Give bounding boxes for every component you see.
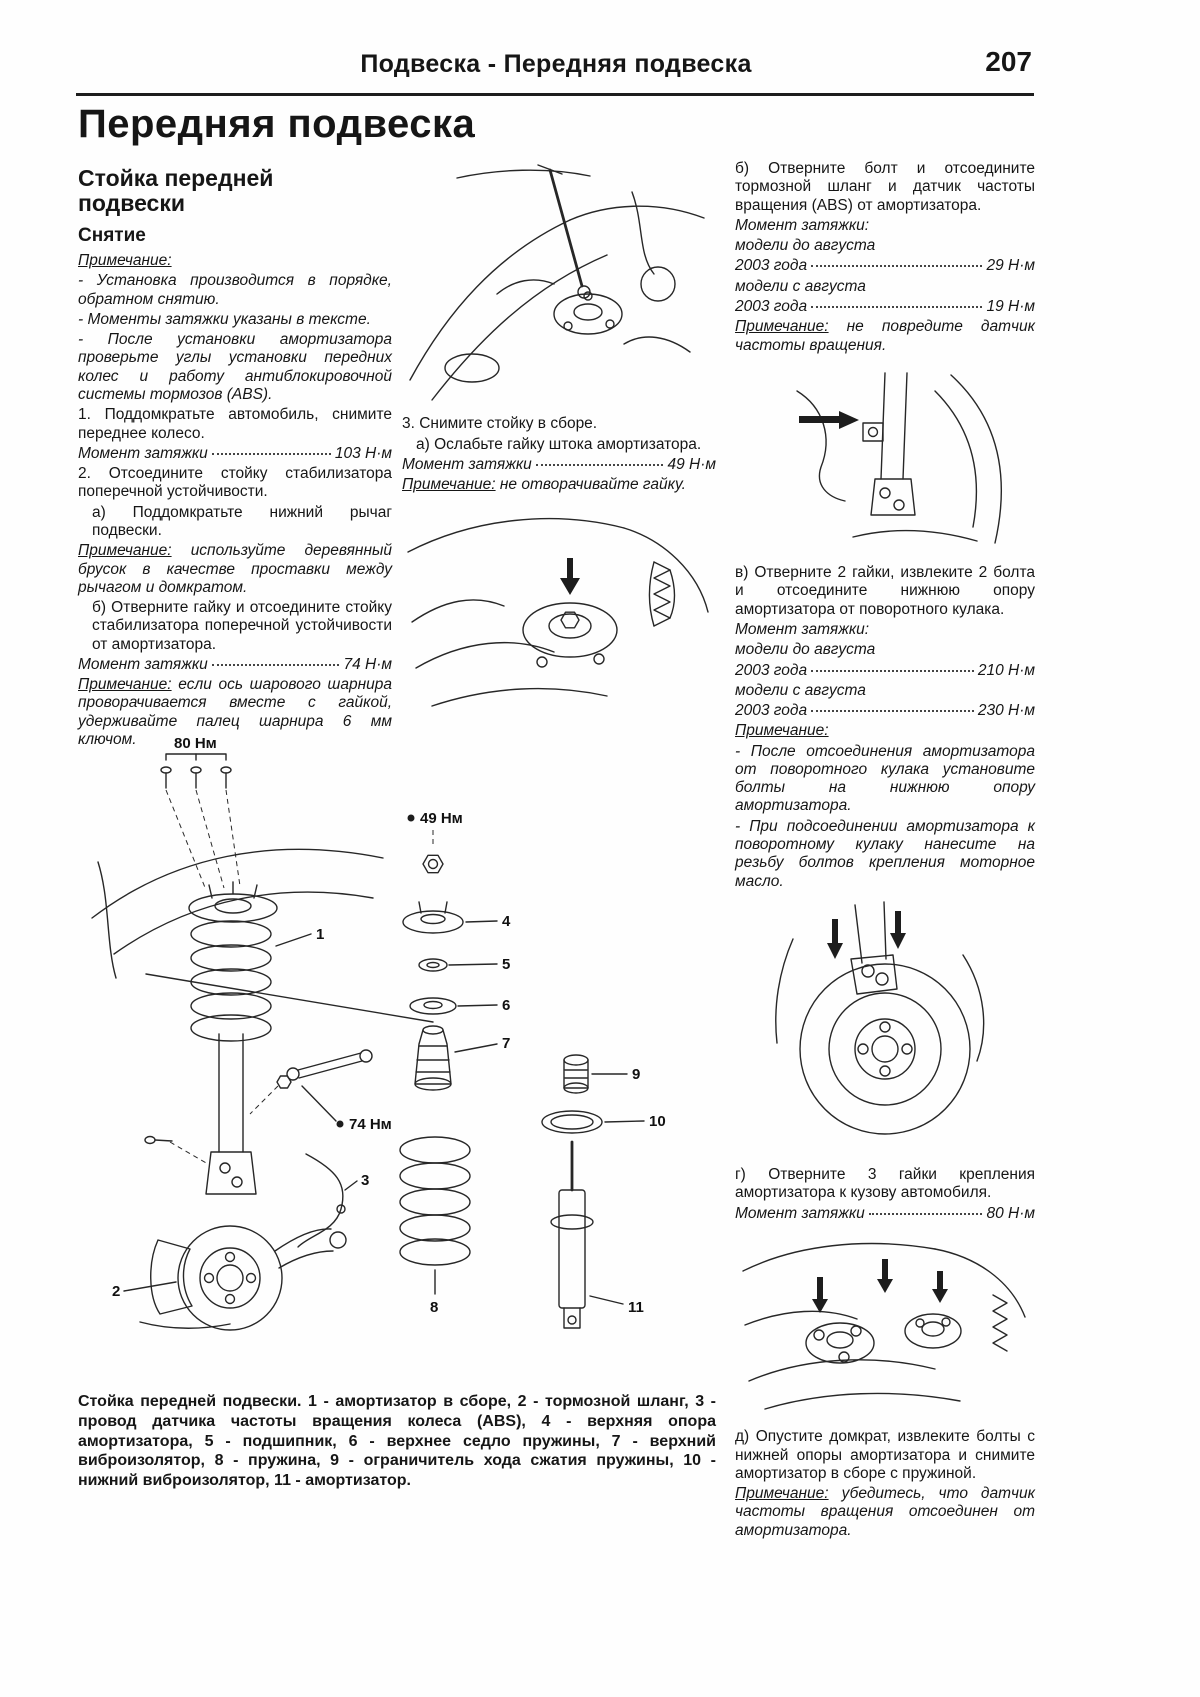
model-line: модели до августа (735, 237, 876, 255)
bolt-icon (145, 1137, 172, 1144)
shock-absorber-drawing (551, 1190, 593, 1328)
part-label-2: 2 (112, 1283, 121, 1300)
upper-mount-drawing (735, 1229, 1030, 1417)
note-text: не повредите датчик частоты вращения. (735, 318, 1035, 354)
torque-value: 80 Н·м (986, 1204, 1035, 1222)
note-item: - Моменты затяжки указаны в тексте. (78, 310, 371, 328)
part-label-5: 5 (502, 956, 511, 973)
step-2a: а) Поддомкратьте нижний рычаг подвески. (92, 503, 392, 539)
torque-value: 19 Н·м (986, 297, 1035, 315)
dot-leader (811, 670, 974, 672)
torque-49-label: 49 Нм (420, 810, 463, 827)
down-arrow-icon (560, 558, 580, 595)
note-item: - После установки амортизатора проверьте углы установки передних колес и работу антиблокировочной системы тормозов (ABS). (78, 331, 392, 403)
torque-spec (78, 656, 392, 674)
strut-assembly-drawing (189, 882, 277, 1194)
torque-spec (735, 1205, 1035, 1223)
note-text: используйте деревянный брусок в качестве проставки между рычагом и домкратом. (78, 542, 392, 596)
model-line: модели с августа (735, 277, 866, 295)
figure-strut-sensor-hose (735, 361, 1035, 558)
engine-bay-drawing (402, 162, 712, 404)
part-label-4: 4 (502, 913, 511, 930)
arrow-icon (877, 1259, 893, 1293)
torque-spec (735, 298, 1035, 316)
note-text: если ось шарового шарнира проворачивается вместе с гайкой, удерживайте палец шарнира 6 мм ключом. (78, 676, 393, 749)
torque-label: Момент затяжки (735, 1204, 865, 1222)
torque-value: 210 Н·м (977, 661, 1035, 679)
torque-label: 2003 года (735, 297, 808, 315)
torque-label: 2003 года (735, 661, 808, 679)
strut-sensor-drawing (735, 361, 1030, 553)
nut-icon (423, 855, 443, 872)
stabilizer-link-drawing (277, 1050, 372, 1088)
torque-label: 2003 года (735, 702, 808, 720)
step-v: в) Отверните 2 гайки, извлеките 2 болта и отсоедините нижнюю опору амортизатора от поворотного кулака. (735, 564, 1035, 618)
model-line: модели с августа (735, 681, 866, 699)
note-label-text: Примечание: (78, 542, 172, 560)
arrow-icon (890, 911, 906, 949)
step-2b: б) Отверните гайку и отсоедините стойку стабилизатора поперечной устойчивости от амортизатора. (92, 599, 392, 653)
dot-leader (536, 464, 664, 466)
diagram-caption: Стойка передней подвески. 1 - амортизатор в сборе, 2 - тормозной шланг, 3 - провод датчика частоты вращения колеса (ABS), 4 - верхняя опора амортизатора, 5 - подшипник, 6 - верхнее седло пружины, 7 - верхний виброизолятор, 8 - пружина, 9 - ограничитель хода сжатия пружины, 10 - нижний виброизолятор, 11 - амортизатор. (78, 1393, 716, 1490)
note-label (78, 252, 392, 270)
note-item: - После отсоединения амортизатора от поворотного кулака установите болты на нижнюю опору амортизатора. (735, 742, 1035, 815)
figure-upper-mount-nuts (735, 1229, 1035, 1422)
note (78, 542, 392, 597)
torque-label: 2003 года (735, 257, 808, 275)
exploded-view-diagram (78, 722, 710, 1388)
procedure-heading: Снятие (78, 224, 146, 246)
figure-strut-rod-nut (402, 500, 716, 717)
torque-intro: Момент затяжки: (735, 620, 870, 638)
running-title: Подвеска - Передняя подвеска (360, 50, 752, 78)
note-item: - При подсоединении амортизатора к поворотному кулаку нанесите на резьбу болтов крепления моторное масло. (735, 817, 1035, 890)
column-middle (402, 156, 716, 724)
torque-spec (735, 702, 1035, 720)
brake-rotor-drawing (735, 897, 1030, 1155)
step-b: б) Отверните болт и отсоедините тормозной шланг и датчик частоты вращения (ABS) от амортизатора. (735, 160, 1035, 214)
note-label-text: Примечание: (735, 722, 829, 740)
step-d: д) Опустите домкрат, извлеките болты с нижней опоры амортизатора и снимите амортизатор в сборе с пружиной. (735, 1428, 1035, 1482)
note-label-text: Примечание: (78, 252, 172, 269)
part-label-3: 3 (361, 1172, 370, 1189)
step-2: 2. Отсоедините стойку стабилизатора поперечной устойчивости. (78, 465, 392, 501)
dot-leader (811, 265, 982, 267)
page-number: 207 (985, 46, 1032, 77)
arrow-icon (799, 411, 859, 429)
torque-value: 74 Н·м (343, 655, 392, 673)
abs-wire-drawing (298, 1154, 343, 1247)
part-label-7: 7 (502, 1035, 511, 1052)
dot-leader (811, 710, 974, 712)
arrow-icon (932, 1271, 948, 1303)
torque-value: 49 Н·м (667, 455, 716, 473)
step-1: 1. Поддомкратьте автомобиль, снимите переднее колесо. (78, 406, 392, 442)
note (735, 318, 1035, 355)
dot-leader (212, 664, 340, 666)
part-label-9: 9 (632, 1066, 641, 1083)
exploded-view-svg (78, 722, 710, 1388)
note-label-text: Примечание: (735, 1485, 829, 1503)
torque-label: Момент затяжки (78, 655, 208, 673)
torque-label: Момент затяжки (402, 455, 532, 473)
column-left (78, 166, 392, 751)
note (735, 1485, 1035, 1540)
arrow-icon (812, 1277, 828, 1313)
strut-rod-nut-drawing (402, 500, 712, 712)
note-label-text: Примечание: (402, 476, 496, 494)
torque-80-label: 80 Нм (174, 735, 217, 752)
figure-brake-rotor (735, 897, 1035, 1160)
torque-spec (402, 456, 716, 474)
note-text: убедитесь, что датчик частоты вращения отсоединен от амортизатора. (735, 1485, 1035, 1539)
upper-support-drawing (403, 902, 463, 933)
torque-value: 29 Н·м (986, 257, 1035, 275)
part-label-8: 8 (430, 1299, 439, 1316)
step-g: г) Отверните 3 гайки крепления амортизатора к кузову автомобиля. (735, 1166, 1035, 1202)
note (402, 476, 716, 494)
part-label-1: 1 (316, 926, 325, 943)
part-label-11: 11 (628, 1299, 644, 1316)
section-title: Передняя подвеска (78, 102, 476, 146)
dot-leader (869, 1213, 983, 1215)
part-label-6: 6 (502, 997, 511, 1014)
arrow-icon (827, 919, 843, 959)
column-right (735, 160, 1035, 1542)
model-line: модели до августа (735, 641, 876, 659)
torque-spec (78, 445, 392, 463)
page-header (78, 46, 1034, 90)
dot-leader (811, 306, 982, 308)
bump-stop-drawing (564, 1055, 588, 1093)
note-label (735, 722, 1035, 740)
torque-value: 230 Н·м (977, 702, 1035, 720)
torque-label: Момент затяжки (78, 444, 208, 462)
torque-intro: Момент затяжки: (735, 216, 870, 234)
bolt-icon (161, 767, 231, 788)
part-label-10: 10 (649, 1113, 666, 1130)
note-text: не отворачивайте гайку. (499, 476, 686, 494)
note-label-text: Примечание: (78, 676, 172, 694)
coil-spring-drawing (400, 1137, 470, 1265)
upper-insulator-drawing (415, 1026, 451, 1090)
torque-spec (735, 257, 1035, 275)
torque-value: 103 Н·м (334, 444, 392, 462)
torque-74-label: 74 Нм (349, 1116, 392, 1133)
step-3: 3. Снимите стойку в сборе. (402, 415, 598, 433)
header-rule (76, 93, 1034, 96)
knuckle-brake-drawing (140, 1226, 346, 1330)
step-3a: а) Ослабьте гайку штока амортизатора. (416, 435, 702, 453)
subsection-heading: Стойка передней подвески (78, 165, 274, 217)
note-label-text: Примечание: (735, 318, 829, 336)
dot-leader (212, 453, 331, 455)
note-item: - Установка производится в порядке, обратном снятию. (78, 272, 392, 308)
torque-spec (735, 662, 1035, 680)
figure-engine-bay-strut-tower (402, 162, 716, 409)
